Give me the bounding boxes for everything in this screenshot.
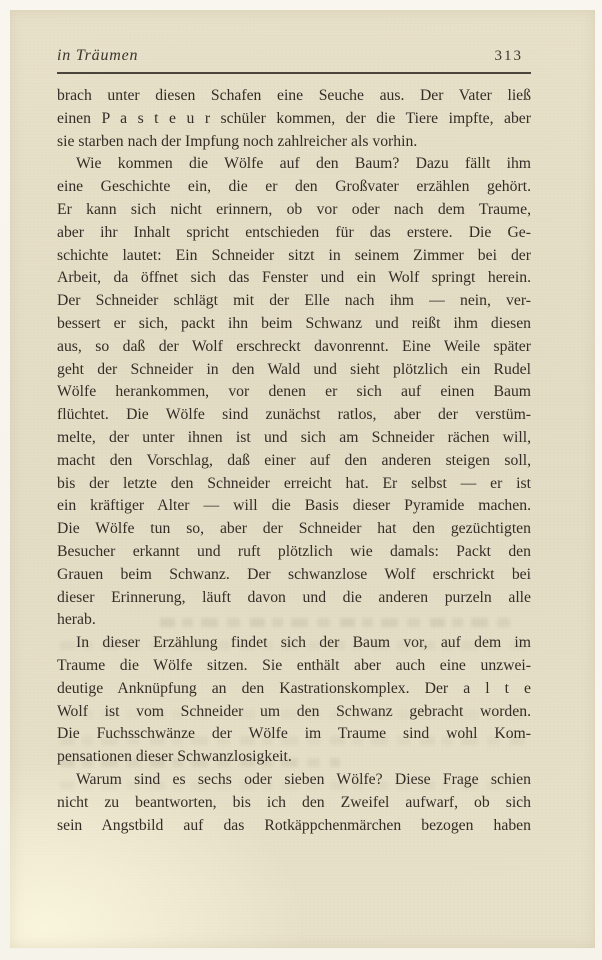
text-line: Die Wölfe tun so, aber der Schneider hat den gezüchtigten: [57, 520, 531, 538]
text-line: Er kann sich nicht erinnern, ob vor oder nach dem Traume,: [57, 200, 531, 218]
text-line: eine Geschichte ein, die er den Großvater erzählen gehört.: [57, 178, 531, 196]
text-line: bis der letzte den Schneider erreicht hat. Er selbst — er ist: [57, 474, 531, 492]
text-line: nicht zu beantworten, bis ich den Zweifel aufwarf, ob sich: [57, 793, 531, 811]
page-header: [57, 47, 531, 74]
text-line: geht der Schneider in den Wald und sieht plötzlich ein Rudel: [57, 360, 531, 378]
text-line: Besucher erkannt und ruft plötzlich wie damals: Packt den: [57, 542, 531, 560]
text-line: Der Schneider schlägt mit der Elle nach ihm — nein, ver-: [57, 292, 531, 310]
text-line: melte, der unter ihnen ist und sich am Schneider rächen will,: [57, 428, 531, 446]
text-line: einen P a s t e u r schüler kommen, der die Tiere impfte, aber: [57, 109, 531, 127]
text-line: Wölfe herankommen, vor denen er sich auf einen Baum: [57, 383, 531, 401]
text-line: Wie kommen die Wölfe auf den Baum? Dazu fällt ihm: [76, 155, 531, 173]
text-line: Wolf ist vom Schneider um den Schwanz gebracht worden.: [57, 702, 531, 720]
text-line: Arbeit, da öffnet sich das Fenster und ein Wolf springt herein.: [57, 269, 531, 287]
text-line: In dieser Erzählung findet sich der Baum vor, auf dem im: [76, 634, 531, 652]
text-line: ein kräftiger Alter — will die Basis dieser Pyramide machen.: [57, 497, 531, 515]
book-page: [10, 10, 595, 948]
text-line: bessert er sich, packt ihn beim Schwanz und reißt ihm diesen: [57, 314, 531, 332]
text-line: schichte lautet: Ein Schneider sitzt in seinem Zimmer bei der: [57, 246, 531, 264]
text-line: Die Fuchsschwänze der Wölfe im Traume sind wohl Kom-: [57, 725, 531, 743]
text-line: sein Angstbild auf das Rotkäppchenmärchen bezogen haben: [57, 816, 531, 834]
text-line: Warum sind es sechs oder sieben Wölfe? Diese Frage schien: [76, 770, 531, 788]
text-line: Traume die Wölfe sitzen. Sie enthält aber auch eine unzwei-: [57, 656, 531, 674]
text-line: dieser Erinnerung, läuft davon und die anderen purzeln alle: [57, 588, 531, 606]
page-number: 313: [494, 48, 523, 64]
text-line: Grauen beim Schwanz. Der schwanzlose Wolf erschrickt bei: [57, 565, 531, 583]
text-line: flüchtet. Die Wölfe sind zunächst ratlos, aber der verstüm-: [57, 406, 531, 424]
text-line: aber ihr Inhalt spricht entschieden für das erstere. Die Ge-: [57, 223, 531, 241]
running-title: in Träumen: [57, 47, 139, 64]
text-line: brach unter diesen Schafen eine Seuche aus. Der Vater ließ: [57, 87, 531, 104]
text-line: deutige Anknüpfung an den Kastrationskomplex. Der a l t e: [57, 679, 531, 697]
text-line: macht den Vorschlag, daß einer auf den anderen steigen soll,: [57, 451, 531, 469]
text-line: herab.: [57, 611, 96, 629]
text-line: pensationen dieser Schwanzlosigkeit.: [57, 748, 292, 766]
text-line: aus, so daß der Wolf erschreckt davonrennt. Eine Weile später: [57, 337, 531, 355]
text-block: [57, 10, 531, 837]
page-body: [57, 85, 531, 837]
text-line: sie starben nach der Impfung noch zahlreicher als vorhin.: [57, 132, 418, 150]
